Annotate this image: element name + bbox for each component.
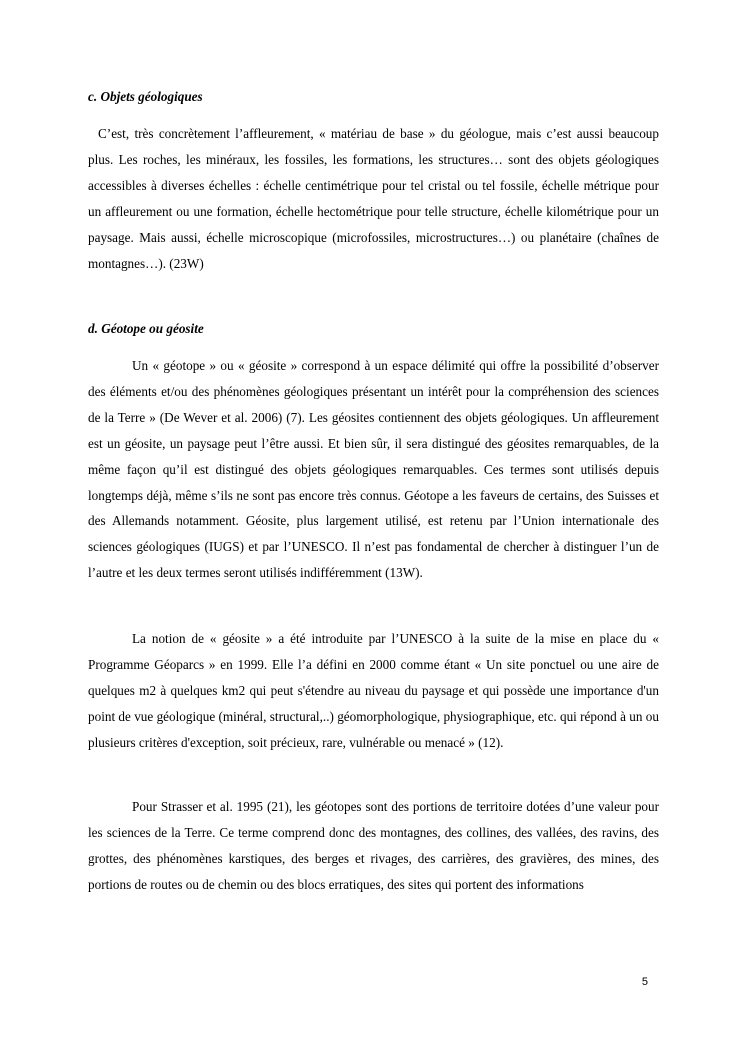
- section-d-paragraph-2: La notion de « géosite » a été introduite par l’UNESCO à la suite de la mise en place du « Programme Géoparcs » en 1999. Elle l’a défini en 2000 comme étant « Un site ponctuel ou une aire de quelques m2 à quelques km2 qui peut s'étendre au niveau du paysage et qui possède une importance d'un point de vue géologique (minéral, structural,..) géomorphologique, physiographique, etc. qui répond à un ou plusieurs critères d'exception, soit précieux, rare, vulnérable ou menacé » (12).: [88, 631, 659, 750]
- section-c-paragraph: C’est, très concrètement l’affleurement, « matériau de base » du géologue, mais c’est aussi beaucoup plus. Les roches, les minéraux, les fossiles, les formations, les structures… sont des objets géologiques accessibles à diverses échelles : échelle centimétrique pour tel cristal ou tel fossile, échelle métrique pour un affleurement ou une formation, échelle hectométrique pour telle structure, échelle kilométrique pour un paysage. Mais aussi, échelle microscopique (microfossiles, microstructures…) ou planétaire (chaînes de montagnes…). (23W): [88, 126, 659, 271]
- section-c-heading: c. Objets géologiques: [88, 89, 203, 104]
- section-d-paragraph-3: Pour Strasser et al. 1995 (21), les géotopes sont des portions de territoire dotées d’une valeur pour les sciences de la Terre. Ce terme comprend donc des montagnes, des collines, des vallées, des ravins, des grottes, des phénomènes karstiques, des berges et rivages, des carrières, des gravières, des mines, des portions de routes ou de chemin ou des blocs erratiques, des sites qui portent des informations: [88, 799, 659, 892]
- section-d-paragraph-1: Un « géotope » ou « géosite » correspond à un espace délimité qui offre la possibilité d’observer des éléments et/ou des phénomènes géologiques présentant un intérêt pour la compréhension des sciences de la Terre » (De Wever et al. 2006) (7). Les géosites contiennent des objets géologiques. Un affleurement est un géosite, un paysage peut l’être aussi. Et bien sûr, il sera distingué des géosites remarquables, de la même façon qu’il est distingué des objets géologiques remarquables. Ces termes sont utilisés depuis longtemps déjà, même s’ils ne sont pas encore très connus. Géotope a les faveurs de certains, des Suisses et des Allemands notamment. Géosite, plus largement utilisé, est retenu par l’Union internationale des sciences géologiques (IUGS) et par l’UNESCO. Il n’est pas fondamental de chercher à distinguer l’un de l’autre et les deux termes seront utilisés indifféremment (13W).: [88, 358, 659, 581]
- section-d-heading: d. Géotope ou géosite: [88, 321, 204, 336]
- page-number: 5: [641, 976, 648, 988]
